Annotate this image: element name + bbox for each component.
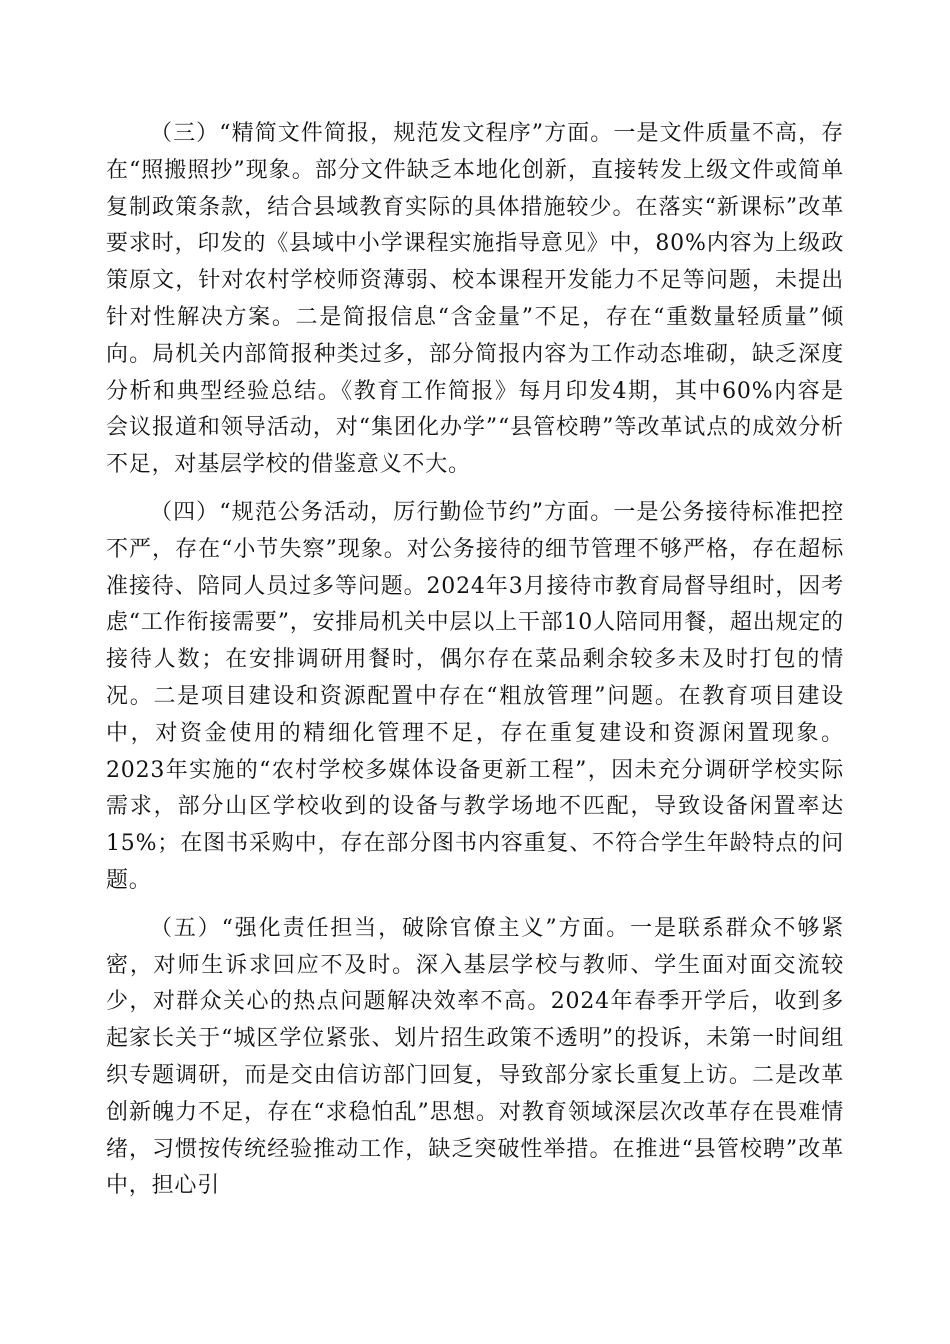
paragraph-section-3: （三）“精简文件简报，规范发文程序”方面。一是文件质量不高，存在“照搬照抄”现象。部分文件缺乏本地化创新，直接转发上级文件或简单复制政策条款，结合县域教育实际的具体措施较少。在落实“新课标”改革要求时，印发的《县域中小学课程实施指导意见》中，80%内容为上级政策原文，针对农村学校师资薄弱、校本课程开发能力不足等问题，未提出针对性解决方案。二是简报信息“含金量”不足，存在“重数量轻质量”倾向。局机关内部简报种类过多，部分简报内容为工作动态堆砌，缺乏深度分析和典型经验总结。《教育工作简报》每月印发4期，其中60%内容是会议报道和领导活动，对“集团化办学”“县管校聘”等改革试点的成效分析不足，对基层学校的借鉴意义不大。 [106,121,844,478]
paragraph-gap [106,484,844,495]
paragraph-section-5: （五）“强化责任担当，破除官僚主义”方面。一是联系群众不够紧密，对师生诉求回应不及时。深入基层学校与教师、学生面对面交流较少，对群众关心的热点问题解决效率不高。2024年春季开学后，收到多起家长关于“城区学位紧张、划片招生政策不透明”的投诉，未第一时间组织专题调研，而是交由信访部门回复，导致部分家长重复上访。二是改革创新魄力不足，存在“求稳怕乱”思想。对教育领域深层次改革存在畏难情绪，习惯按传统经验推动工作，缺乏突破性举措。在推进“县管校聘”改革中，担心引 [106,915,844,1199]
paragraph-gap [106,900,844,911]
paragraph-section-4: （四）“规范公务活动，厉行勤俭节约”方面。一是公务接待标准把控不严，存在“小节失察”现象。对公务接待的细节管理不够严格，存在超标准接待、陪同人员过多等问题。2024年3月接待市教育局督导组时，因考虑“工作衔接需要”，安排局机关中层以上干部10人陪同用餐，超出规定的接待人数；在安排调研用餐时，偶尔存在菜品剩余较多未及时打包的情况。二是项目建设和资源配置中存在“粗放管理”问题。在教育项目建设中，对资金使用的精细化管理不足，存在重复建设和资源闲置现象。2023年实施的“农村学校多媒体设备更新工程”，因未充分调研学校实际需求，部分山区学校收到的设备与教学场地不匹配，导致设备闲置率达15%；在图书采购中，存在部分图书内容重复、不符合学生年龄特点的问题。 [106,499,844,893]
document-body [106,116,844,1205]
